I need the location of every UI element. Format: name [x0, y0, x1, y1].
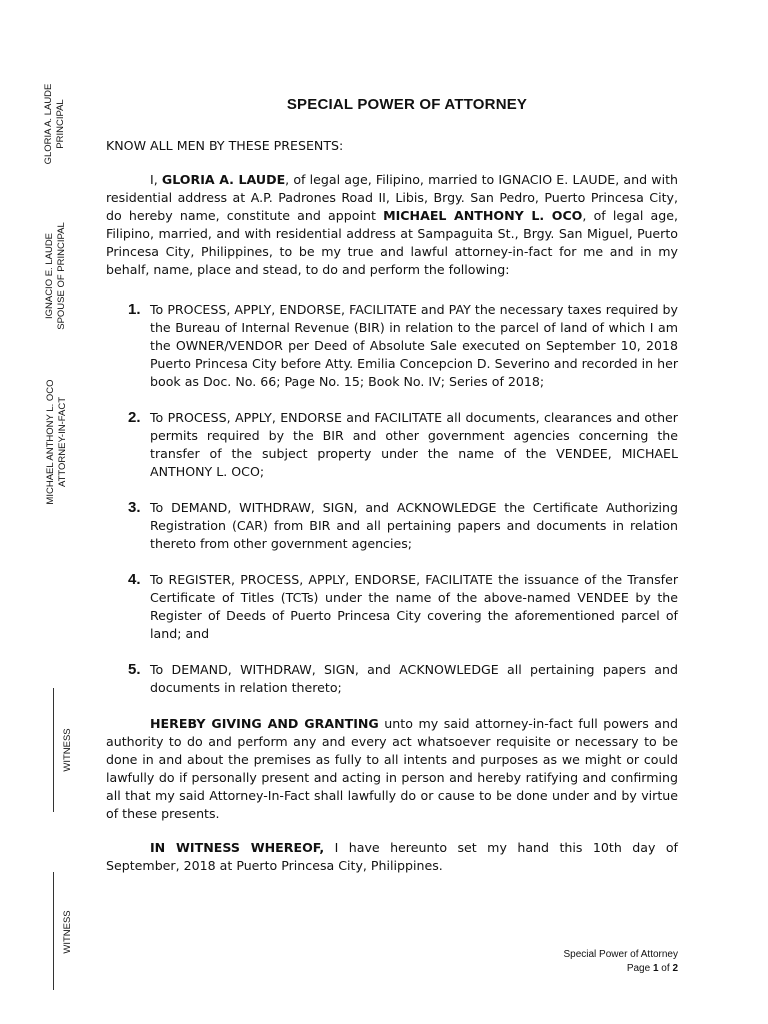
attorney-role: ATTORNEY-IN-FACT — [57, 396, 68, 488]
witness-signature-line-2 — [53, 872, 54, 990]
greeting: KNOW ALL MEN BY THESE PRESENTS: — [106, 138, 344, 153]
spouse-role: SPOUSE OF PRINCIPAL — [56, 222, 67, 330]
intro-post: , of legal age, Filipino, married, and with residential address at Sampaguita St., Brgy. San Miguel, Puerto Princesa City, Philippines, to be my true and lawful attorney-in-fact for me and in my behalf, name, place and stead, to do and perform the following: — [106, 208, 678, 277]
signature-margin — [0, 0, 100, 1024]
principal-name-bold: GLORIA A. LAUDE — [161, 172, 286, 187]
item-number: 2. — [128, 409, 141, 426]
principal-signature-label — [43, 74, 67, 174]
witness-lead: IN WITNESS WHEREOF, — [150, 840, 325, 855]
page-number: 1 — [652, 963, 659, 974]
page-prefix: Page — [626, 963, 653, 974]
page-indicator — [563, 962, 678, 976]
granting-paragraph — [106, 715, 678, 823]
spouse-name: IGNACIO E. LAUDE — [44, 232, 55, 320]
principal-role: PRINCIPAL — [55, 99, 66, 149]
witness-label-1: WITNESS — [62, 728, 73, 772]
document-title: SPECIAL POWER OF ATTORNEY — [286, 96, 528, 113]
item-number: 1. — [128, 301, 141, 318]
item-text: To PROCESS, APPLY, ENDORSE, FACILITATE and PAY the necessary taxes required by the Bureau of Internal Revenue (BIR) in relation to the parcel of land of which I am the OWNER/VENDOR per Deed of Absolute Sale executed on September 10, 2018 Puerto Princesa City before Atty. Emilia Concepcion D. Severino and recorded in her book as Doc. No. 66; Page No. 15; Book No. IV; Series of 2018; — [150, 302, 678, 389]
item-number: 3. — [128, 499, 141, 516]
intro-mid: , of legal age, Filipino, married to IGNACIO E. LAUDE, and with residential address at A.P. Padrones Road II, Libis, Brgy. San Pedro, Puerto Princesa City, do hereby name, constitute and appoint — [106, 172, 678, 223]
granting-rest: unto my said attorney-in-fact full powers and authority to do and perform any and every act whatsoever requisite or necessary to be done in and about the premises as fully to all intents and purposes as we might or could lawfully do if personally present and acting in person and hereby ratifying and confirming all that my said Attorney-In-Fact shall lawfully do or cause to be done under and by virtue of these presents. — [106, 716, 678, 821]
item-text: To PROCESS, APPLY, ENDORSE and FACILITATE all documents, clearances and other permits required by the BIR and other government agencies concerning the transfer of the subject property under the name of the VENDEE, MICHAEL ANTHONY L. OCO; — [150, 410, 678, 479]
document-body — [106, 96, 678, 875]
item-text: To DEMAND, WITHDRAW, SIGN, and ACKNOWLEDGE the Certificate Authorizing Registration (CAR) from BIR and all pertaining papers and documents in relation thereto from other government agencies; — [150, 500, 678, 551]
principal-name: GLORIA A. LAUDE — [43, 83, 54, 165]
list-item — [106, 571, 678, 643]
list-item — [106, 499, 678, 553]
granting-lead: HEREBY GIVING AND GRANTING — [150, 716, 379, 731]
witness-label-2: WITNESS — [62, 910, 73, 954]
item-text: To REGISTER, PROCESS, APPLY, ENDORSE, FACILITATE the issuance of the Transfer Certificate of Titles (TCTs) under the name of the above-named VENDEE by the Register of Deeds of Puerto Princesa City covering the aforementioned parcel of land; and — [150, 572, 678, 641]
witness-rest: I have hereunto set my hand this 10th day of September, 2018 at Puerto Princesa City, Philippines. — [106, 840, 678, 873]
page-mid: of — [658, 963, 673, 974]
item-text: To DEMAND, WITHDRAW, SIGN, and ACKNOWLEDGE all pertaining papers and documents in relation thereto; — [150, 662, 678, 695]
powers-list — [106, 301, 678, 697]
item-number: 4. — [128, 571, 141, 588]
list-item — [106, 661, 678, 697]
item-number: 5. — [128, 661, 141, 678]
list-item — [106, 301, 678, 391]
witness-paragraph — [106, 839, 678, 875]
witness-signature-line-1 — [53, 688, 54, 812]
attorney-name: MICHAEL ANTHONY L. OCO — [45, 379, 56, 505]
attorney-signature-label — [45, 357, 69, 527]
attorney-name-bold: MICHAEL ANTHONY L. OCO — [383, 208, 583, 223]
footer-title: Special Power of Attorney — [563, 949, 678, 960]
intro-paragraph — [106, 171, 678, 279]
list-item — [106, 409, 678, 481]
spouse-signature-label — [44, 206, 68, 346]
page-total: 2 — [672, 963, 678, 974]
intro-pre: I, — [150, 172, 162, 187]
page-footer — [563, 948, 678, 976]
